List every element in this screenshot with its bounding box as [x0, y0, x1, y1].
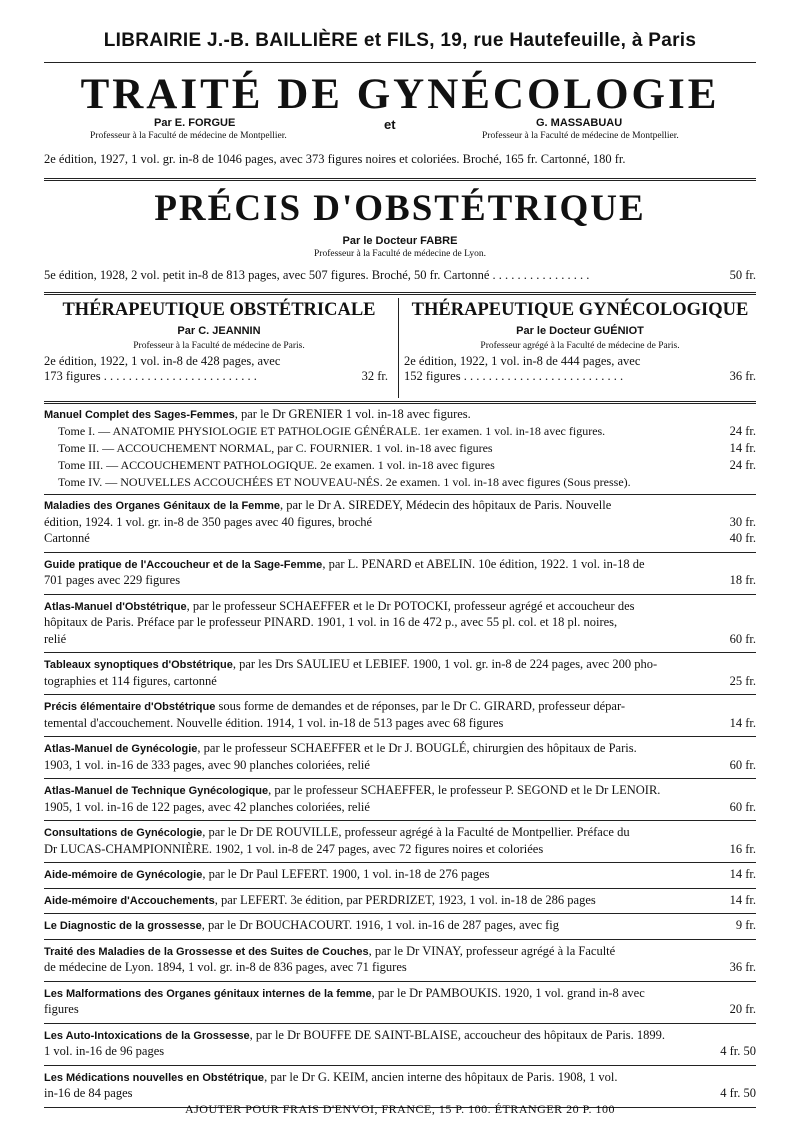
- entry-price: 60 fr.: [729, 631, 756, 646]
- column-divider: [398, 298, 399, 398]
- entry-text: , par LEFERT. 3e édition, par PERDRIZET, 1923, 1 vol. in-18 de 286 pages: [214, 892, 596, 907]
- therapeutique-left-role: Professeur à la Faculté de médecine de Paris.: [133, 341, 305, 351]
- entry-title: Atlas-Manuel de Gynécologie: [44, 743, 198, 755]
- entry-line: [44, 918, 756, 933]
- therapeutique-left-price: 32 fr.: [361, 369, 388, 383]
- entry-price: 18 fr.: [729, 573, 756, 587]
- tome-row: [44, 458, 756, 473]
- tome-row: [44, 441, 756, 456]
- divider: [44, 62, 756, 63]
- entry-line: [44, 599, 756, 614]
- entry-text: sous forme de demandes et de réponses, par le Dr C. GIRARD, professeur dépar-: [215, 699, 626, 713]
- therapeutique-right-role: Professeur agrégé à la Faculté de médecine de Paris.: [480, 341, 680, 351]
- precis-price: 50 fr.: [729, 268, 756, 282]
- entry-price: 14 fr.: [729, 715, 756, 730]
- therapeutique-right-author: Par le Docteur GUÉNIOT: [516, 325, 644, 337]
- tome-label: Tome II. — ACCOUCHEMENT NORMAL, par C. FOURNIER. 1 vol. in-18 avec figures: [58, 441, 493, 455]
- entry-line: [44, 615, 756, 630]
- tome-label: Tome IV. — NOUVELLES ACCOUCHÉES ET NOUVEAU-NÉS. 2e examen. 1 vol. in-18 avec figures (Sous presse).: [58, 475, 631, 489]
- therapeutique-obstetricale: [44, 300, 394, 384]
- traite-title: TRAITÉ DE GYNÉCOLOGIE: [80, 71, 720, 118]
- divider: [44, 736, 756, 737]
- entry-line: [44, 515, 756, 530]
- entry-line: [44, 1028, 756, 1043]
- entry-text: , par le Dr G. KEIM, ancien interne des hôpitaux de Paris. 1908, 1 vol.: [264, 1069, 618, 1084]
- entry-price: 14 fr.: [729, 867, 756, 881]
- precis-author: Par le Docteur FABRE: [342, 235, 458, 247]
- entry-line: [44, 960, 756, 975]
- entry-title: Tableaux synoptiques d'Obstétrique: [44, 659, 233, 671]
- entry-line: [44, 893, 756, 908]
- manuel-heading: [44, 407, 756, 422]
- divider: [44, 494, 756, 495]
- entry-title: Le Diagnostic de la grossesse: [44, 920, 202, 932]
- therapeutique-left-line1: 2e édition, 1922, 1 vol. in-8 de 428 pages, avec: [44, 354, 281, 368]
- divider: [44, 1065, 756, 1066]
- entry-text: in-16 de 84 pages: [44, 1086, 133, 1100]
- entry-price: 20 fr.: [729, 1002, 756, 1016]
- entry-line: [44, 657, 756, 672]
- therapeutique-left-title: THÉRAPEUTIQUE OBSTÉTRICALE: [62, 300, 376, 320]
- divider: [44, 401, 756, 404]
- entry-price: 60 fr.: [729, 757, 756, 772]
- entry-line: [44, 557, 756, 572]
- leader-dots: . . . . . . . . . . . . . . . . . . . . . . . . .: [100, 369, 257, 383]
- entry-line: [44, 531, 756, 546]
- divider: [44, 292, 756, 295]
- entry-line: [44, 741, 756, 756]
- entry-line: [44, 800, 756, 815]
- divider: [44, 820, 756, 821]
- entry-line: [44, 944, 756, 959]
- entry-text: , par le Dr BOUCHACOURT. 1916, 1 vol. in-16 de 287 pages, avec fig: [201, 918, 560, 932]
- entry-line: [44, 1086, 756, 1101]
- entry-text: 1 vol. in-16 de 96 pages: [44, 1044, 165, 1058]
- precis-role: Professeur à la Faculté de médecine de Lyon.: [314, 249, 486, 259]
- tome-price: 14 fr.: [729, 441, 756, 455]
- entry-text: , par le professeur SCHAEFFER, le professeur P. SEGOND et le Dr LENOIR.: [268, 783, 661, 797]
- entry-price: 40 fr.: [729, 531, 756, 545]
- entry-line: [44, 573, 756, 588]
- traite-author2: G. MASSABUAU: [536, 117, 623, 129]
- divider: [44, 939, 756, 940]
- entry-text: , par le Dr DE ROUVILLE, professeur agrégé à la Faculté de Montpellier. Préface du: [202, 825, 630, 839]
- therapeutique-gynecologique: [404, 300, 756, 384]
- entry-text: 1903, 1 vol. in-16 de 333 pages, avec 90 planches coloriées, relié: [44, 757, 370, 772]
- divider: [44, 913, 756, 914]
- therapeutique-left-line2: [44, 369, 394, 384]
- entry-line: [44, 758, 756, 773]
- entry-title: Atlas-Manuel d'Obstétrique: [44, 600, 187, 613]
- tome-price: 24 fr.: [729, 424, 756, 438]
- entry-price: 14 fr.: [729, 892, 756, 907]
- tome-label: Tome III. — ACCOUCHEMENT PATHOLOGIQUE. 2e examen. 1 vol. in-18 avec figures: [58, 458, 495, 472]
- entry-title: Traité des Maladies de la Grossesse et des Suites de Couches: [44, 945, 369, 958]
- entry-text: , par le Dr VINAY, professeur agrégé à la Faculté: [368, 943, 616, 958]
- entry-line: [44, 716, 756, 731]
- divider: [44, 552, 756, 553]
- entry-price: 60 fr.: [729, 799, 756, 814]
- therapeutique-left-figures: 173 figures: [44, 369, 101, 383]
- traite-author1: Par E. FORGUE: [154, 117, 236, 129]
- divider: [44, 778, 756, 779]
- tome-label: Tome I. — ANATOMIE PHYSIOLOGIE ET PATHOLOGIE GÉNÉRALE. 1er examen. 1 vol. in-18 avec figures.: [58, 424, 606, 438]
- divider: [44, 694, 756, 695]
- entry-price: 25 fr.: [729, 673, 756, 688]
- entry-line: [44, 498, 756, 513]
- divider: [44, 594, 756, 595]
- divider: [44, 652, 756, 653]
- precis-edition: [44, 268, 756, 283]
- entry-price: 30 fr.: [729, 514, 756, 529]
- therapeutique-right-figures: 152 figures: [404, 369, 461, 383]
- entry-price: 4 fr. 50: [720, 1044, 756, 1058]
- entry-text: temental d'accouchement. Nouvelle édition. 1914, 1 vol. in-18 de 513 pages avec 68 figures: [44, 715, 504, 730]
- entry-text: 701 pages avec 229 figures: [44, 573, 181, 587]
- entry-title: Les Auto-Intoxications de la Grossesse: [44, 1029, 250, 1042]
- shipping-note: AJOUTER POUR FRAIS D'ENVOI, FRANCE, 15 P. 100. ÉTRANGER 20 P. 100: [184, 1102, 616, 1116]
- entry-text: , par les Drs SAULIEU et LEBIEF. 1900, 1 vol. gr. in-8 de 224 pages, avec 200 pho-: [232, 657, 658, 671]
- entry-text: , par le professeur SCHAEFFER et le Dr POTOCKI, professeur agrégé et accoucheur des: [186, 598, 635, 613]
- traite-author2-role: Professeur à la Faculté de médecine de Montpellier.: [482, 131, 679, 141]
- entry-text: , par le Dr BOUFFE DE SAINT-BLAISE, accoucheur des hôpitaux de Paris. 1899.: [249, 1027, 666, 1042]
- manuel-title: Manuel Complet des Sages-Femmes: [44, 409, 235, 421]
- entry-text: , par le Dr A. SIREDEY, Médecin des hôpitaux de Paris. Nouvelle: [279, 498, 612, 512]
- divider: [44, 1023, 756, 1024]
- entry-line: [44, 674, 756, 689]
- therapeutique-right-title: THÉRAPEUTIQUE GYNÉCOLOGIQUE: [411, 300, 749, 320]
- entry-title: Les Malformations des Organes génitaux internes de la femme: [44, 987, 372, 1000]
- entry-line: [44, 1070, 756, 1085]
- entry-line: [44, 783, 756, 798]
- entry-title: Maladies des Organes Génitaux de la Femme: [44, 500, 280, 512]
- entry-title: Aide-mémoire d'Accouchements: [44, 894, 215, 907]
- therapeutique-right-line1: 2e édition, 1922, 1 vol. in-8 de 444 pages, avec: [404, 354, 641, 368]
- entry-title: Guide pratique de l'Accoucheur et de la Sage-Femme: [44, 558, 323, 571]
- divider: [44, 981, 756, 982]
- entry-price: 16 fr.: [729, 841, 756, 856]
- traite-author1-role: Professeur à la Faculté de médecine de Montpellier.: [90, 131, 287, 141]
- entry-line: [44, 1044, 756, 1059]
- entry-text: , par le professeur SCHAEFFER et le Dr J. BOUGLÉ, chirurgien des hôpitaux de Paris.: [197, 741, 637, 755]
- tome-row: [44, 475, 756, 490]
- entry-line: [44, 842, 756, 857]
- entry-text: Dr LUCAS-CHAMPIONNIÈRE. 1902, 1 vol. in-8 de 247 pages, avec 72 figures noires et coloriées: [44, 841, 544, 856]
- therapeutique-right-line2: [404, 369, 756, 384]
- entry-price: 4 fr. 50: [720, 1086, 756, 1100]
- entry-text: figures: [44, 1002, 79, 1016]
- entry-text: hôpitaux de Paris. Préface par le professeur PINARD. 1901, 1 vol. in 16 de 472 p., avec 55 pl. col. et 18 pl. noires,: [44, 615, 618, 629]
- divider: [44, 178, 756, 181]
- entry-price: 9 fr.: [735, 918, 756, 932]
- traite-edition: 2e édition, 1927, 1 vol. gr. in-8 de 1046 pages, avec 373 figures noires et coloriées. Broché, 165 fr. Cartonné, 180 fr.: [44, 152, 626, 166]
- entry-line: [44, 986, 756, 1001]
- entry-line: [44, 867, 756, 882]
- entry-title: Précis élémentaire d'Obstétrique: [44, 701, 216, 713]
- leader-dots: . . . . . . . . . . . . . . . . . . . . . . . . . .: [460, 369, 624, 383]
- entry-line: [44, 1002, 756, 1017]
- traite-and: et: [384, 117, 396, 132]
- entry-text: , par L. PENARD et ABELIN. 10e édition, 1922. 1 vol. in-18 de: [322, 556, 645, 571]
- entry-title: Atlas-Manuel de Technique Gynécologique: [44, 785, 269, 797]
- precis-edition-text: 5e édition, 1928, 2 vol. petit in-8 de 813 pages, avec 507 figures. Broché, 50 fr. Cartonné: [44, 268, 490, 282]
- entry-price: 36 fr.: [729, 960, 756, 974]
- tome-row: [44, 424, 756, 439]
- therapeutique-right-price: 36 fr.: [729, 369, 756, 383]
- entry-line: [44, 825, 756, 840]
- divider: [44, 862, 756, 863]
- leader-dots: . . . . . . . . . . . . . . . .: [489, 268, 590, 282]
- tome-price: 24 fr.: [729, 458, 756, 472]
- entry-text: de médecine de Lyon. 1894, 1 vol. gr. in-8 de 836 pages, avec 71 figures: [44, 960, 407, 974]
- manuel-intro: , par le Dr GRENIER 1 vol. in-18 avec figures.: [234, 407, 471, 421]
- entry-line: [44, 632, 756, 647]
- therapeutique-left-author: Par C. JEANNIN: [177, 325, 261, 337]
- entry-title: Les Médications nouvelles en Obstétrique: [44, 1071, 265, 1084]
- entry-text: Cartonné: [44, 531, 90, 545]
- entry-text: , par le Dr Paul LEFERT. 1900, 1 vol. in-18 de 276 pages: [202, 867, 490, 881]
- divider: [44, 888, 756, 889]
- precis-title: PRÉCIS D'OBSTÉTRIQUE: [154, 188, 646, 229]
- entry-text: 1905, 1 vol. in-16 de 122 pages, avec 42 planches coloriées, relié: [44, 799, 370, 814]
- entry-title: Consultations de Gynécologie: [44, 827, 203, 839]
- entry-text: relié: [44, 631, 67, 646]
- entry-title: Aide-mémoire de Gynécologie: [44, 869, 203, 881]
- entry-text: édition, 1924. 1 vol. gr. in-8 de 350 pages avec 40 figures, broché: [44, 514, 373, 529]
- entry-line: [44, 699, 756, 714]
- entry-text: tographies et 114 figures, cartonné: [44, 673, 217, 688]
- entry-text: , par le Dr PAMBOUKIS. 1920, 1 vol. grand in-8 avec: [371, 985, 645, 1000]
- publisher-header: LIBRAIRIE J.-B. BAILLIÈRE et FILS, 19, rue Hautefeuille, à Paris: [103, 30, 697, 51]
